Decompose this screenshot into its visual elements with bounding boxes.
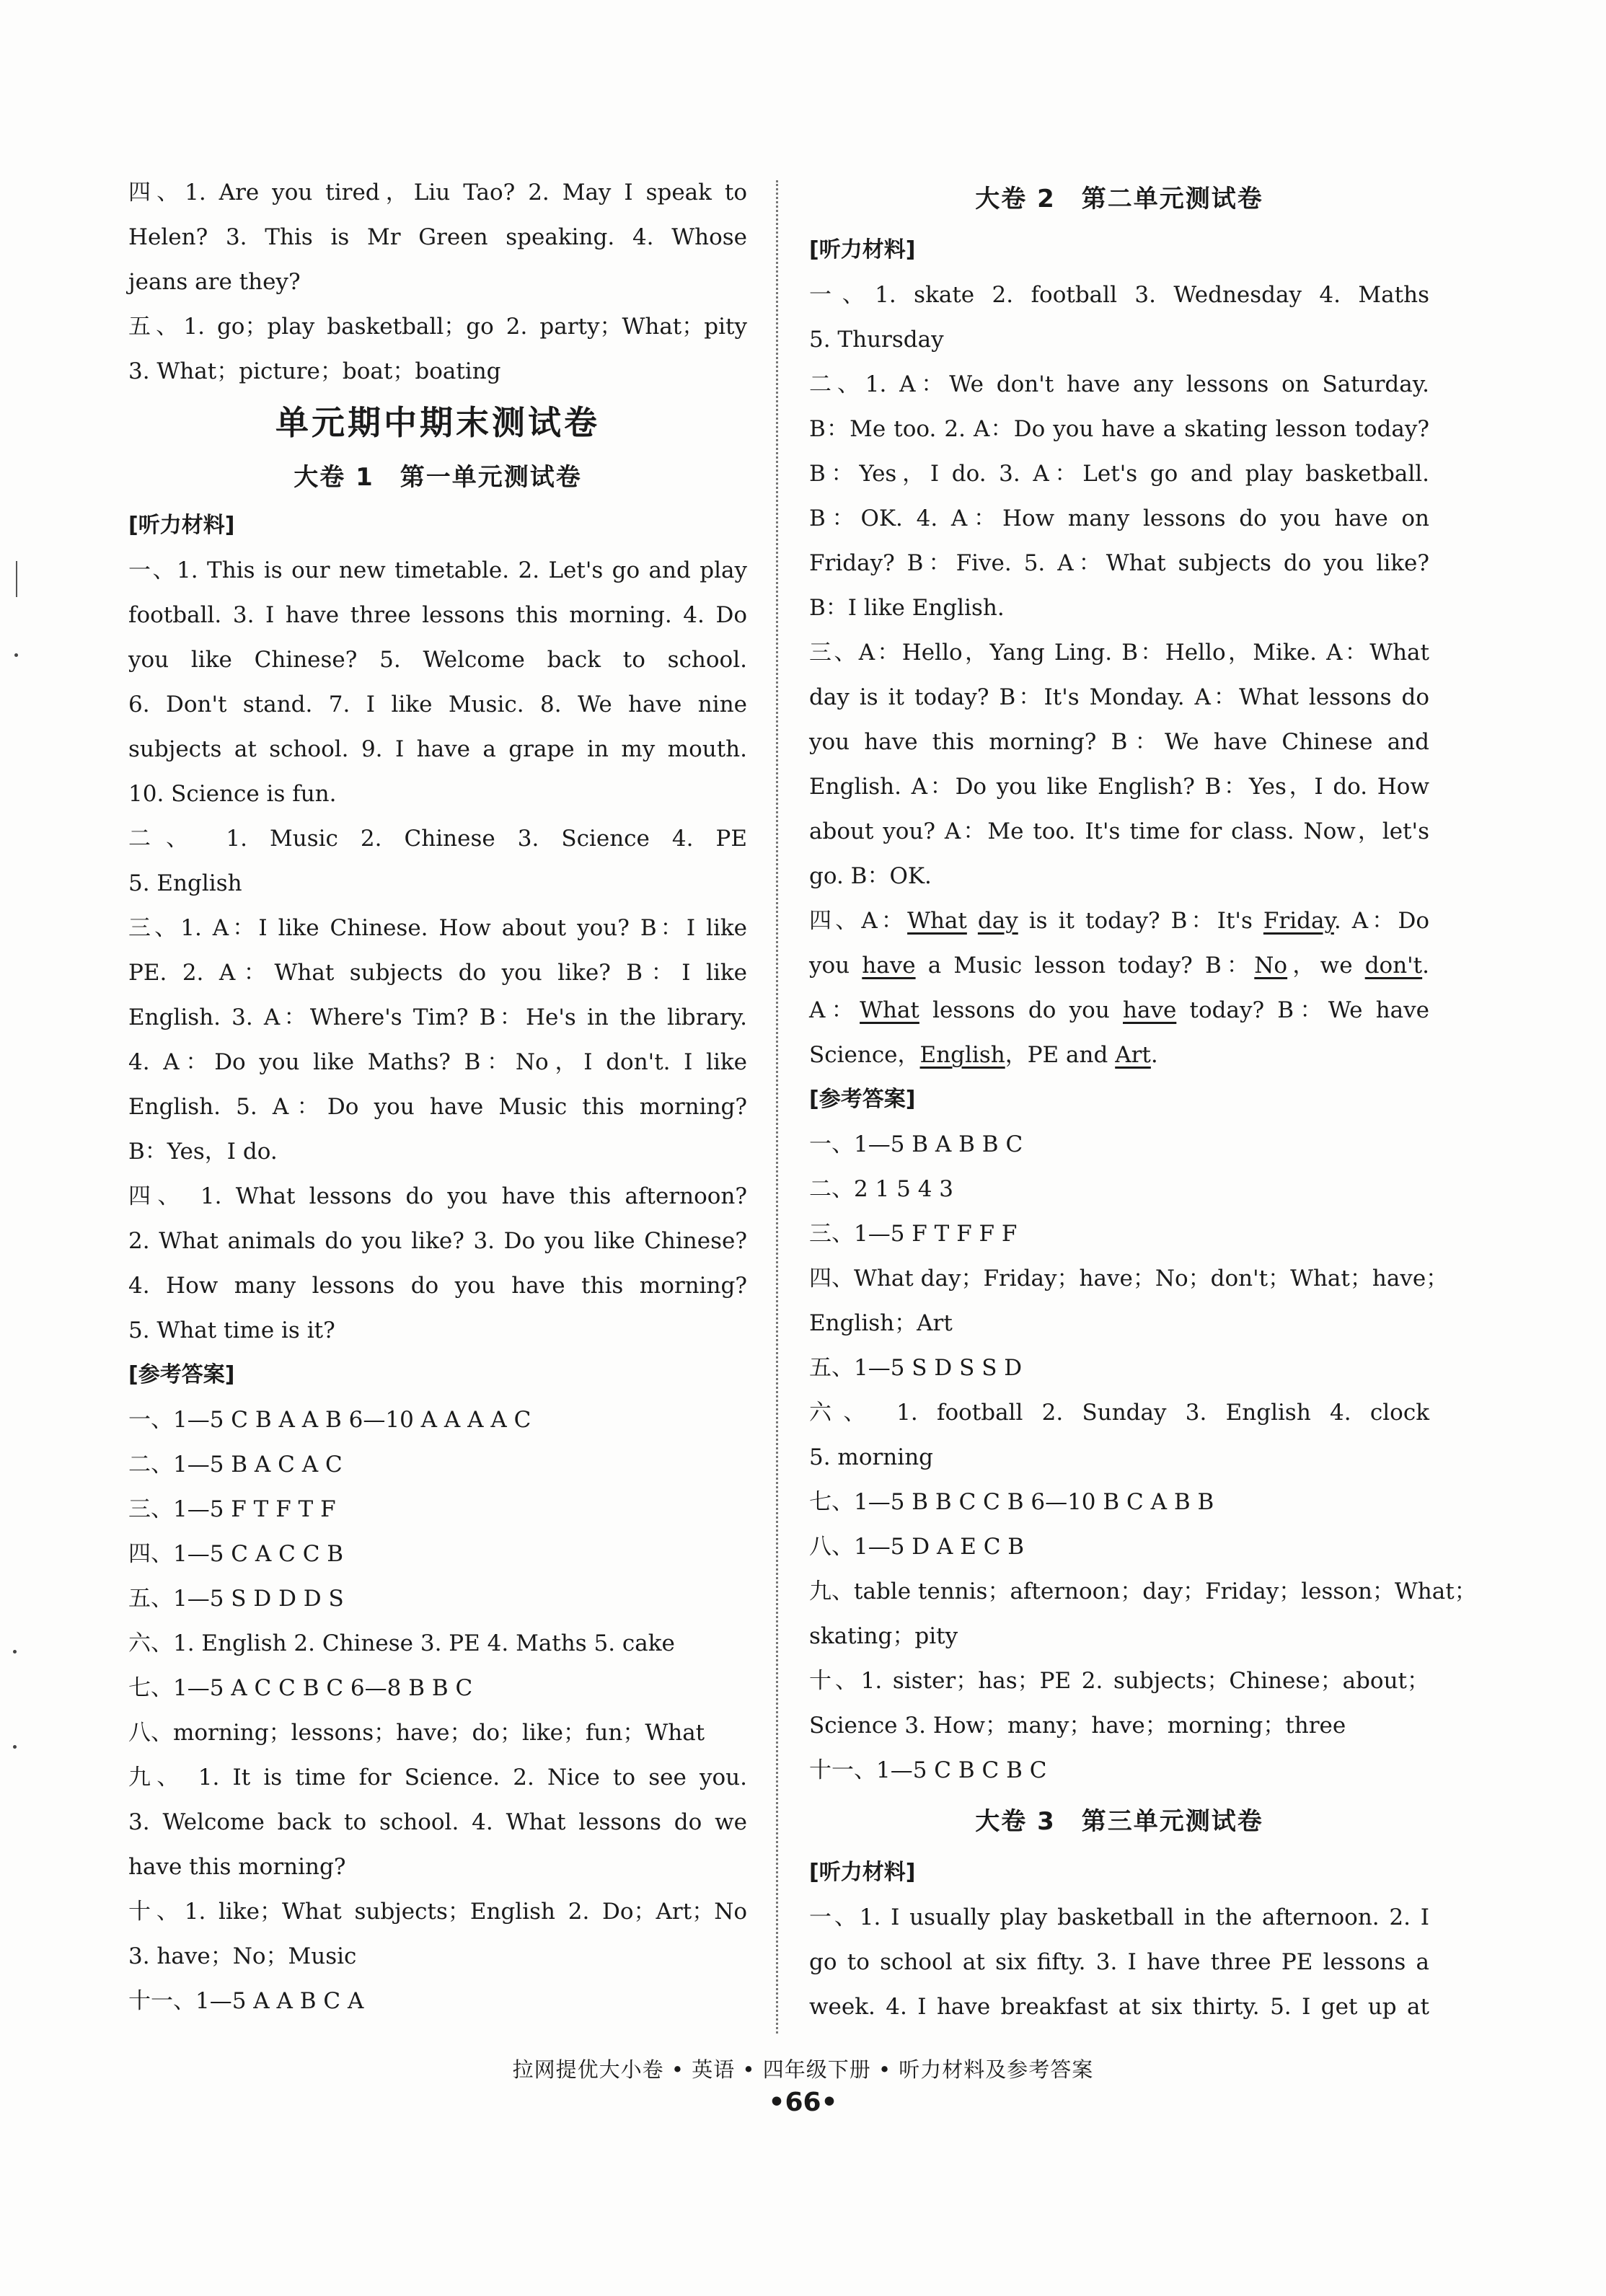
text-line: you have this morning? B：We have Chinese and bbox=[809, 729, 1429, 755]
text-span: . bbox=[1422, 953, 1429, 979]
text-line: 一、1. I usually play basketball in the afternoon. 2. I bbox=[809, 1904, 1429, 1930]
text-line: 一、1—5 B A B B C bbox=[809, 1131, 1023, 1157]
left-column bbox=[128, 170, 747, 2023]
paper-2-title: 大卷 2 第二单元测试卷 bbox=[975, 185, 1263, 213]
text-span: a Music lesson today? B： bbox=[915, 953, 1255, 979]
text-line: 二、 1. Music 2. Chinese 3. Science 4. PE bbox=[128, 826, 747, 852]
text-line: 一、1—5 C B A A B 6—10 A A A A C bbox=[128, 1407, 531, 1433]
text-line: subjects at school. 9. I have a grape in my mouth. bbox=[128, 736, 747, 762]
text-line: 四、1—5 C A C C B bbox=[128, 1541, 344, 1567]
text-line: B：OK. 4. A：How many lessons do you have on bbox=[809, 505, 1429, 531]
text-line: English. A：Do you like English? B：Yes，I do. How bbox=[809, 774, 1429, 800]
text-line: 五、1. go；play basketball；go 2. party；What；pity bbox=[128, 314, 747, 340]
text-line: English. 5. A：Do you have Music this morning? bbox=[128, 1094, 747, 1120]
text-line: about you? A：Me too. It's time for class. Now，let's bbox=[809, 818, 1429, 844]
text-line bbox=[809, 988, 1429, 1033]
text-span: ，we bbox=[1287, 953, 1365, 979]
text-line: 四、1. Are you tired，Liu Tao? 2. May I speak to bbox=[128, 180, 747, 206]
filled-answer: have bbox=[1123, 997, 1177, 1023]
unit-answers-continued bbox=[128, 170, 747, 394]
question-4-dialogue bbox=[809, 898, 1429, 1077]
text-line: 3. have；No；Music bbox=[128, 1943, 357, 1969]
text-span: A： bbox=[809, 997, 860, 1023]
text-line: 六、1. English 2. Chinese 3. PE 4. Maths 5. cake bbox=[128, 1630, 675, 1656]
text-span: ，PE and bbox=[1005, 1042, 1116, 1068]
text-line: 五、1—5 S D S S D bbox=[809, 1355, 1023, 1381]
text-line: 三、1. A：I like Chinese. How about you? B：I like bbox=[128, 915, 747, 941]
text-line: 十一、1—5 C B C B C bbox=[809, 1757, 1047, 1783]
paper-1-title: 大卷 1 第一单元测试卷 bbox=[294, 463, 582, 492]
answers-label: [参考答案] bbox=[809, 1087, 916, 1112]
filled-answer: don't bbox=[1364, 953, 1423, 979]
right-column bbox=[809, 170, 1477, 2029]
text-line bbox=[809, 943, 1429, 988]
page-number: •66• bbox=[768, 2088, 838, 2117]
text-line: 十一、1—5 A A B C A bbox=[128, 1988, 364, 2014]
text-line: 3. Welcome back to school. 4. What lessons do we bbox=[128, 1809, 747, 1835]
filled-answer: What bbox=[907, 908, 967, 934]
filled-answer: have bbox=[862, 953, 916, 979]
text-line: 六、 1. football 2. Sunday 3. English 4. clock bbox=[809, 1400, 1429, 1426]
text-line: day is it today? B：It's Monday. A：What lessons do bbox=[809, 684, 1429, 710]
listening-label: [听力材料] bbox=[128, 513, 235, 538]
text-line bbox=[809, 1033, 1429, 1077]
text-line: B：Yes，I do. 3. A：Let's go and play basketball. bbox=[809, 461, 1429, 487]
text-line: 十、1. like；What subjects；English 2. Do；Art；No bbox=[128, 1899, 747, 1925]
text-line: skating；pity bbox=[809, 1623, 958, 1649]
listening-label: [听力材料] bbox=[809, 1860, 916, 1885]
text-line: 6. Don't stand. 7. I like Music. 8. We have nine bbox=[128, 692, 747, 718]
text-line: 二、1—5 B A C A C bbox=[128, 1452, 343, 1478]
text-line: Science 3. How；many；have；morning；three bbox=[809, 1713, 1346, 1739]
answers-label: [参考答案] bbox=[128, 1362, 235, 1387]
text-line: 一、1. skate 2. football 3. Wednesday 4. Maths bbox=[809, 282, 1429, 308]
text-line: 八、morning；lessons；have；do；like；fun；What bbox=[128, 1720, 705, 1746]
scan-mark bbox=[16, 561, 17, 597]
section-title: 单元期中期末测试卷 bbox=[275, 403, 600, 442]
text-line: 5. Thursday bbox=[809, 327, 944, 353]
text-line: Helen? 3. This is Mr Green speaking. 4. Whose bbox=[128, 224, 747, 250]
filled-answer: Art bbox=[1115, 1042, 1151, 1068]
paper-3-title: 大卷 3 第三单元测试卷 bbox=[975, 1807, 1263, 1836]
scan-speck bbox=[13, 1745, 17, 1749]
text-line: 九、table tennis；afternoon；day；Friday；lesson；What； bbox=[809, 1578, 1477, 1604]
text-line: 九、 1. It is time for Science. 2. Nice to see you. bbox=[128, 1765, 747, 1791]
text-line: 三、A：Hello，Yang Ling. B：Hello，Mike. A：What bbox=[809, 640, 1429, 666]
text-span bbox=[967, 908, 978, 934]
text-line: Friday? B：Five. 5. A：What subjects do you like? bbox=[809, 550, 1429, 576]
text-line: English；Art bbox=[809, 1310, 953, 1336]
text-line: go to school at six fifty. 3. I have three PE lessons a bbox=[809, 1949, 1429, 1975]
text-line: you like Chinese? 5. Welcome back to school. bbox=[128, 647, 747, 673]
text-line: 10. Science is fun. bbox=[128, 781, 337, 807]
text-span: is it today? B：It's bbox=[1018, 908, 1263, 934]
listening-material bbox=[809, 1895, 1429, 2029]
text-line: 二、1. A：We don't have any lessons on Saturday. bbox=[809, 371, 1429, 397]
text-line: 三、1—5 F T F F F bbox=[809, 1221, 1018, 1247]
filled-answer: English bbox=[919, 1042, 1005, 1068]
text-line: 3. What；picture；boat；boating bbox=[128, 358, 501, 384]
text-line: English. 3. A：Where's Tim? B：He's in the library. bbox=[128, 1004, 747, 1030]
footer-text: 拉网提优大小卷 • 英语 • 四年级下册 • 听力材料及参考答案 bbox=[512, 2057, 1094, 2082]
text-span: Science， bbox=[809, 1042, 920, 1068]
filled-answer: day bbox=[977, 908, 1018, 934]
column-divider bbox=[776, 180, 778, 2034]
text-line: 三、1—5 F T F T F bbox=[128, 1496, 336, 1522]
text-line: week. 4. I have breakfast at six thirty. 5. I get up at bbox=[809, 1994, 1429, 2020]
text-line: PE. 2. A：What subjects do you like? B：I like bbox=[128, 960, 747, 986]
text-line: B：Me too. 2. A：Do you have a skating lesson today? bbox=[809, 416, 1429, 442]
text-line: 八、1—5 D A E C B bbox=[809, 1534, 1025, 1560]
listening-material bbox=[128, 548, 747, 1353]
text-span: . bbox=[1150, 1042, 1158, 1068]
text-line: 一、1. This is our new timetable. 2. Let's go and play bbox=[128, 557, 747, 583]
text-line: 5. morning bbox=[809, 1444, 933, 1470]
text-line: football. 3. I have three lessons this morning. 4. Do bbox=[128, 602, 747, 628]
text-line: go. B：OK. bbox=[809, 863, 932, 889]
filled-answer: No bbox=[1254, 953, 1288, 979]
text-line: 四、 1. What lessons do you have this afternoon? bbox=[128, 1183, 747, 1209]
reference-answers bbox=[809, 1122, 1477, 1793]
text-line: 4. How many lessons do you have this morning? bbox=[128, 1273, 747, 1299]
filled-answer: What bbox=[860, 997, 919, 1023]
text-line: 四、What day；Friday；have；No；don't；What；have； bbox=[809, 1266, 1449, 1292]
listening-label: [听力材料] bbox=[809, 237, 916, 262]
text-line: 5. English bbox=[128, 870, 242, 896]
text-span: . A：Do bbox=[1333, 908, 1429, 934]
text-line: 七、1—5 B B C C B 6—10 B C A B B bbox=[809, 1489, 1214, 1515]
scan-speck bbox=[13, 1650, 17, 1653]
scan-speck bbox=[14, 653, 18, 657]
listening-material bbox=[809, 273, 1429, 898]
text-span: today? B：We have bbox=[1176, 997, 1429, 1023]
text-span: 四、A： bbox=[809, 908, 908, 934]
filled-answer: Friday bbox=[1263, 908, 1334, 934]
text-line: B：I like English. bbox=[809, 595, 1005, 621]
text-line: 十、1. sister；has；PE 2. subjects；Chinese；about； bbox=[809, 1668, 1429, 1694]
text-line: jeans are they? bbox=[128, 269, 301, 295]
text-line: B：Yes，I do. bbox=[128, 1139, 278, 1165]
text-line: 七、1—5 A C C B C 6—8 B B C bbox=[128, 1675, 473, 1701]
reference-answers bbox=[128, 1398, 747, 2023]
text-line: have this morning? bbox=[128, 1854, 346, 1880]
text-line: 4. A：Do you like Maths? B：No，I don't. I like bbox=[128, 1049, 747, 1075]
text-line: 2. What animals do you like? 3. Do you like Chinese? bbox=[128, 1228, 747, 1254]
text-span: you bbox=[809, 953, 862, 979]
text-span: lessons do you bbox=[919, 997, 1123, 1023]
text-line bbox=[809, 898, 1429, 943]
text-line: 五、1—5 S D D D S bbox=[128, 1586, 344, 1612]
text-line: 二、2 1 5 4 3 bbox=[809, 1176, 954, 1202]
text-line: 5. What time is it? bbox=[128, 1317, 335, 1343]
